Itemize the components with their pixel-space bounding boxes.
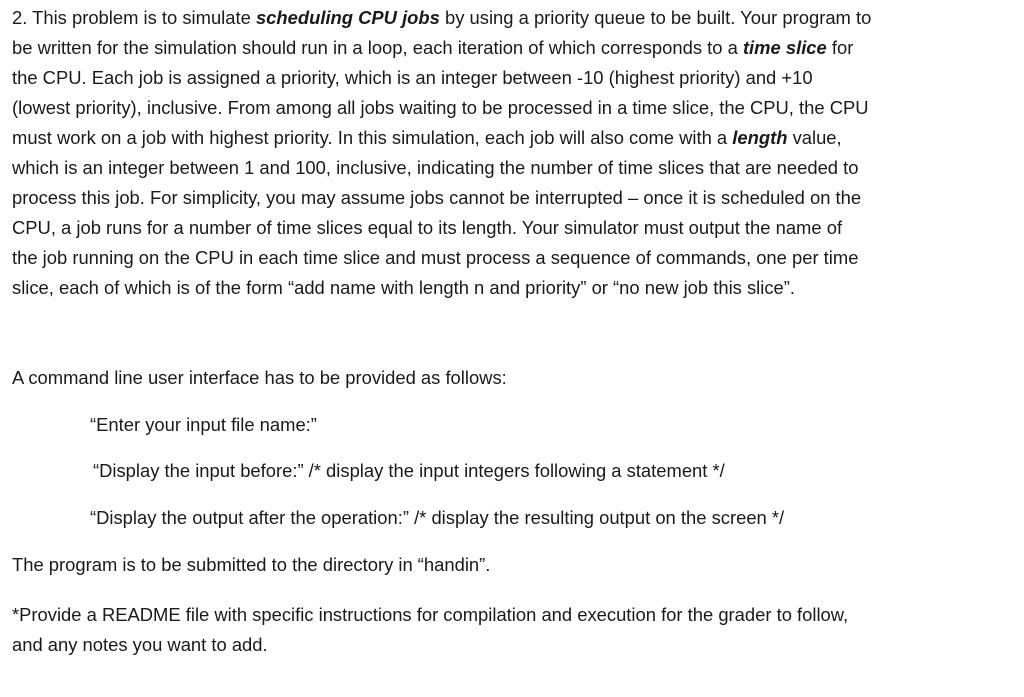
problem-line: process this job. For simplicity, you may assume jobs cannot be interrupted – once it is scheduled on the	[12, 187, 862, 208]
problem-line: 2. This problem is to simulate scheduling CPU jobs by using a priority queue to be built. Your program to	[12, 7, 872, 28]
problem-line: must work on a job with highest priority. In this simulation, each job will also come with a length value,	[12, 127, 842, 148]
emphasis-time-slice: time slice	[742, 37, 827, 58]
document-page	[12, 0, 1016, 655]
cli-prompt-display-input: “Display the input before:” /* display the input integers following a statement */	[93, 460, 725, 481]
readme-line: *Provide a README file with specific instructions for compilation and execution for the grader to follow,	[12, 604, 849, 625]
cli-prompt-input-file: “Enter your input file name:”	[90, 414, 317, 435]
readme-note	[12, 600, 848, 660]
problem-line: which is an integer between 1 and 100, inclusive, indicating the number of time slices that are needed to	[12, 157, 859, 178]
problem-line: (lowest priority), inclusive. From among all jobs waiting to be processed in a time slice, the CPU, the CPU	[12, 97, 869, 118]
submission-note: The program is to be submitted to the directory in “handin”.	[12, 554, 491, 575]
problem-paragraph	[12, 0, 1016, 303]
problem-line: be written for the simulation should run in a loop, each iteration of which corresponds to a time slice for	[12, 37, 854, 58]
readme-line: and any notes you want to add.	[12, 634, 268, 655]
problem-line: slice, each of which is of the form “add name with length n and priority” or “no new job this slice”.	[12, 277, 795, 298]
emphasis-length: length	[732, 127, 788, 148]
cli-intro: A command line user interface has to be provided as follows:	[12, 367, 507, 388]
problem-line: the CPU. Each job is assigned a priority, which is an integer between -10 (highest priority) and +10	[12, 67, 813, 88]
emphasis-scheduling-cpu-jobs: scheduling CPU jobs	[255, 7, 440, 28]
problem-line: CPU, a job runs for a number of time slices equal to its length. Your simulator must output the name of	[12, 217, 843, 238]
cli-prompt-display-output: “Display the output after the operation:” /* display the resulting output on the screen */	[90, 507, 785, 528]
problem-line: the job running on the CPU in each time slice and must process a sequence of commands, one per time	[12, 247, 859, 268]
